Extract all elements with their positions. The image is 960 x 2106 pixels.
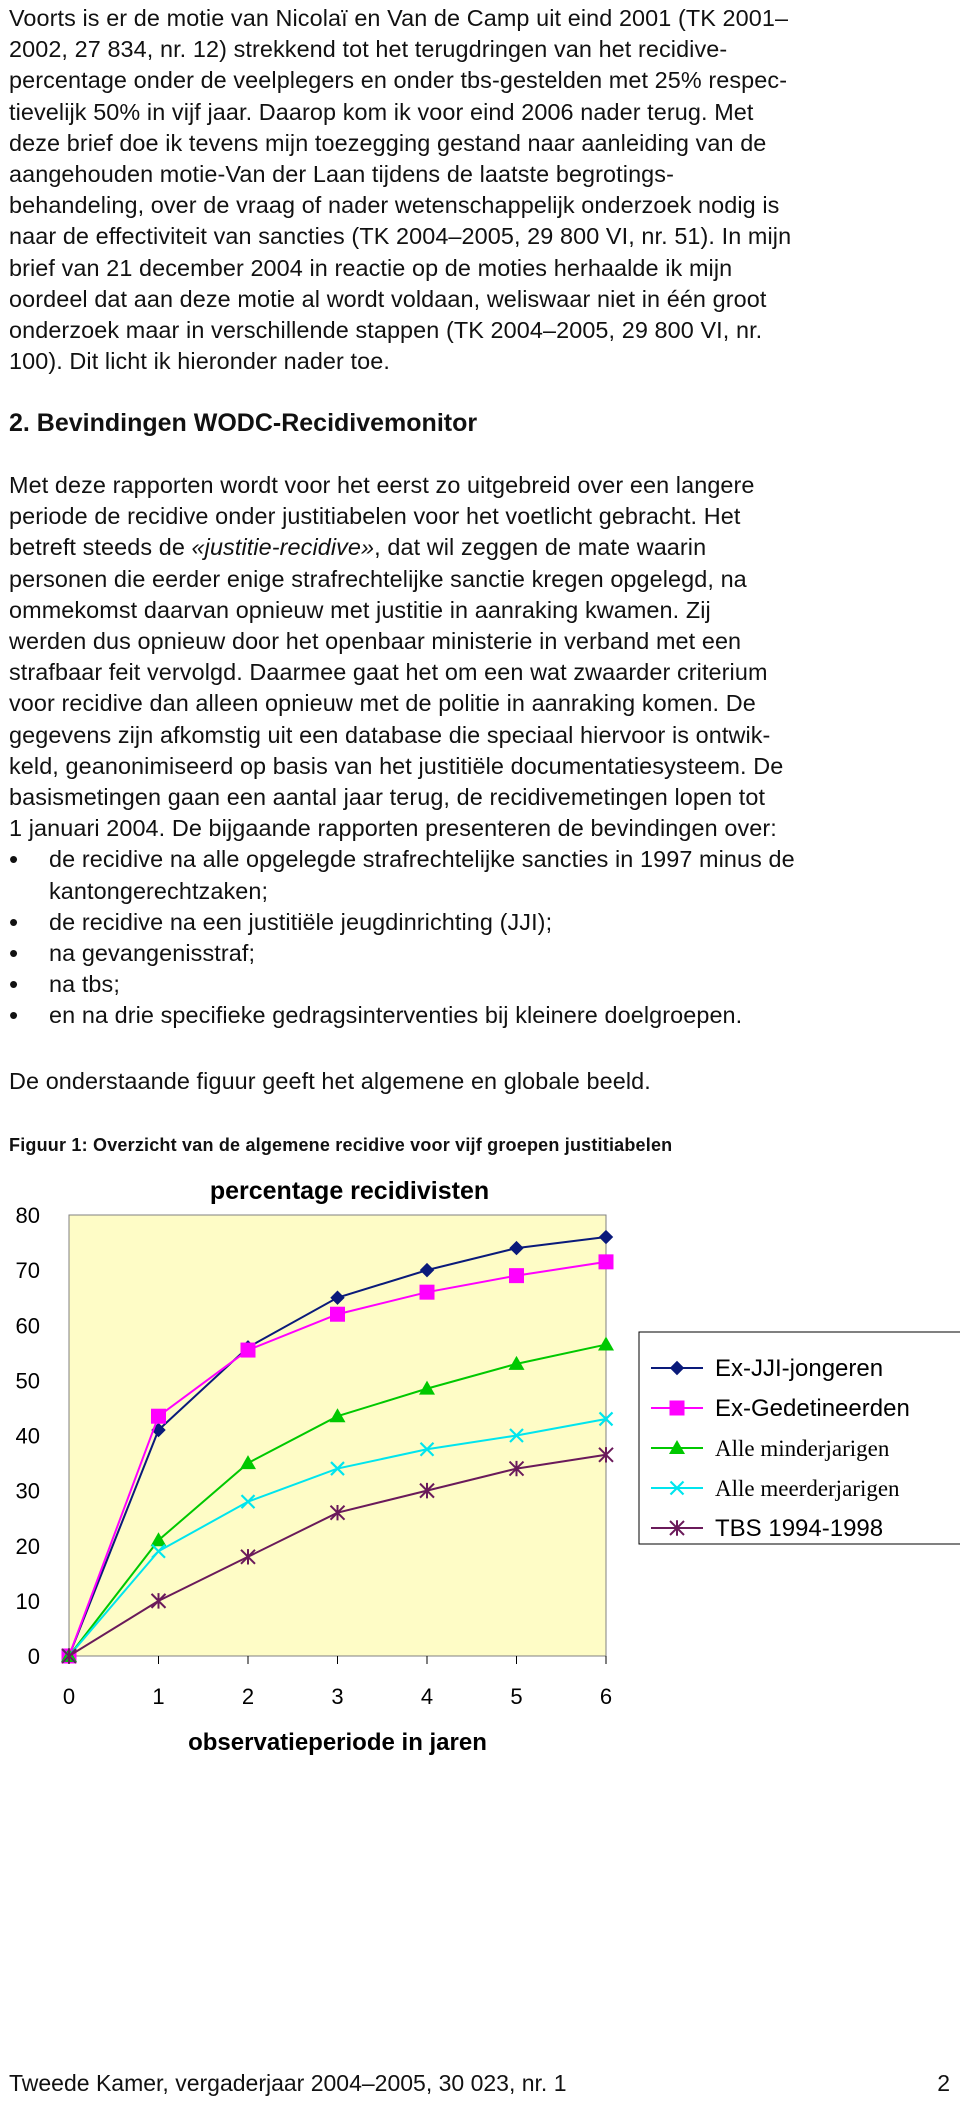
paragraph-line: werden dus opnieuw door het openbaar ministerie in verband met een — [9, 628, 742, 655]
paragraph-line: Voorts is er de motie van Nicolaï en Van de Camp uit eind 2001 (TK 2001– — [9, 5, 789, 31]
paragraph-line: 100). Dit licht ik hieronder nader toe. — [9, 348, 390, 375]
x-tick-label: 2 — [241, 1684, 255, 1709]
page-footer — [9, 2070, 950, 2097]
paragraph-line: keld, geanonimiseerd op basis van het justitiële documentatiesysteem. De — [9, 752, 784, 779]
section-heading: 2. Bevindingen WODC-Recidivemonitor — [9, 409, 478, 437]
paragraph-line: naar de effectiviteit van sancties (TK 2004–2005, 29 800 VI, nr. 51). In mijn — [9, 223, 792, 250]
footer-reference: Tweede Kamer, vergaderjaar 2004–2005, 30 023, nr. 1 — [9, 2070, 567, 2096]
paragraph-line: Met deze rapporten wordt voor het eerst zo uitgebreid over een langere — [9, 472, 755, 498]
paragraph-line: voor recidive dan alleen opnieuw met de politie in aanraking komen. De — [9, 690, 756, 717]
bullet-item: • de recidive na een justitiële jeugdinrichting (JJI); — [9, 907, 795, 938]
data-point — [151, 1409, 166, 1424]
paragraph-line: oordeel dat aan deze motie al wordt voldaan, weliswaar niet in één groot — [9, 285, 767, 312]
y-tick-label: 40 — [15, 1423, 40, 1449]
legend-label: Ex-JJI-jongeren — [715, 1355, 884, 1382]
y-tick-label: 80 — [15, 1203, 40, 1228]
data-point — [509, 1268, 524, 1283]
y-tick-label: 60 — [15, 1313, 40, 1339]
recidivism-line-chart — [9, 1160, 960, 1820]
paragraph-line: strafbaar feit vervolgd. Daarmee gaat het om een wat zwaarder criterium — [9, 659, 768, 686]
paragraph-line: ommekomst daarvan opnieuw met justitie in aanraking kwamen. Zij — [9, 596, 711, 623]
paragraph-line: tievelijk 50% in vijf jaar. Daarop kom ik voor eind 2006 nader terug. Met — [9, 98, 754, 125]
page-number: 2 — [937, 2070, 950, 2096]
x-tick-label: 3 — [331, 1684, 344, 1709]
paragraph-line: basismetingen gaan een aantal jaar terug, de recidivemetingen lopen tot — [9, 784, 766, 811]
paragraph-line: percentage onder de veelplegers en onder tbs-gestelden met 25% respec- — [9, 67, 788, 94]
x-axis-label: observatieperiode in jaren — [188, 1729, 487, 1756]
intro-paragraph — [9, 3, 791, 377]
paragraph-line: periode de recidive onder justitiabelen voor het voetlicht gebracht. Het — [9, 503, 741, 530]
bullet-item: • na gevangenisstraf; — [9, 938, 795, 969]
bullet-item: • en na drie specifieke gedragsinterventies bij kleinere doelgroepen. — [9, 1000, 795, 1031]
legend-label: Alle minderjarigen — [715, 1436, 890, 1461]
x-tick-label: 5 — [510, 1684, 523, 1709]
data-point — [241, 1343, 256, 1358]
paragraph-line: deze brief doe ik tevens mijn toezegging gestand naar aanleiding van de — [9, 129, 767, 156]
x-tick-label: 1 — [152, 1684, 165, 1709]
closing-paragraph: De onderstaande figuur geeft het algemene en globale beeld. — [9, 1068, 651, 1094]
y-tick-label: 30 — [15, 1478, 40, 1504]
figure-caption: Figuur 1: Overzicht van de algemene recidive voor vijf groepen justitiabelen — [9, 1135, 673, 1155]
legend-label: TBS 1994-1998 — [715, 1515, 884, 1542]
legend-label: Alle meerderjarigen — [715, 1476, 900, 1501]
x-tick-label: 4 — [420, 1684, 434, 1709]
data-point — [599, 1254, 614, 1269]
paragraph-line: 1 januari 2004. De bijgaande rapporten presenteren de bevindingen over: — [9, 815, 777, 842]
paragraph-line: behandeling, over de vraag of nader wetenschappelijk onderzoek nodig is — [9, 192, 780, 219]
plot-area — [69, 1215, 606, 1656]
y-tick-label: 70 — [15, 1258, 40, 1284]
data-point — [420, 1285, 435, 1300]
bullet-item: • de recidive na alle opgelegde strafrechtelijke sancties in 1997 minus de kantongerechtzaken; — [9, 844, 795, 906]
chart-title: percentage recidivisten — [209, 1177, 490, 1205]
paragraph-line: brief van 21 december 2004 in reactie op de moties herhaalde ik mijn — [9, 254, 733, 281]
paragraph-line-italic: betreft steeds de «justitie-recidive», dat wil zeggen de mate waarin — [9, 534, 707, 561]
paragraph-line: onderzoek maar in verschillende stappen (TK 2004–2005, 29 800 VI, nr. — [9, 317, 763, 344]
paragraph-line: aangehouden motie-Van der Laan tijdens de laatste begrotings- — [9, 161, 674, 188]
y-tick-label: 10 — [15, 1588, 40, 1614]
body-paragraph — [9, 470, 795, 1032]
italic-term: «justitie-recidive» — [191, 534, 375, 561]
paragraph-line: 2002, 27 834, nr. 12) strekkend tot het terugdringen van het recidive- — [9, 36, 728, 63]
x-tick-label: 0 — [62, 1684, 76, 1709]
data-point — [330, 1307, 345, 1322]
y-tick-label: 20 — [15, 1533, 40, 1559]
paragraph-line: personen die eerder enige strafrechtelijke sanctie kregen opgelegd, na — [9, 565, 747, 592]
y-tick-label: 50 — [15, 1368, 40, 1394]
x-tick-label: 6 — [599, 1684, 613, 1709]
legend-marker — [670, 1401, 685, 1416]
paragraph-line: gegevens zijn afkomstig uit een database die speciaal hiervoor is ontwik- — [9, 721, 771, 748]
findings-bullet-list — [9, 844, 795, 1031]
y-tick-label: 0 — [27, 1644, 40, 1669]
bullet-item: • na tbs; — [9, 969, 795, 1000]
legend-label: Ex-Gedetineerden — [715, 1395, 910, 1422]
